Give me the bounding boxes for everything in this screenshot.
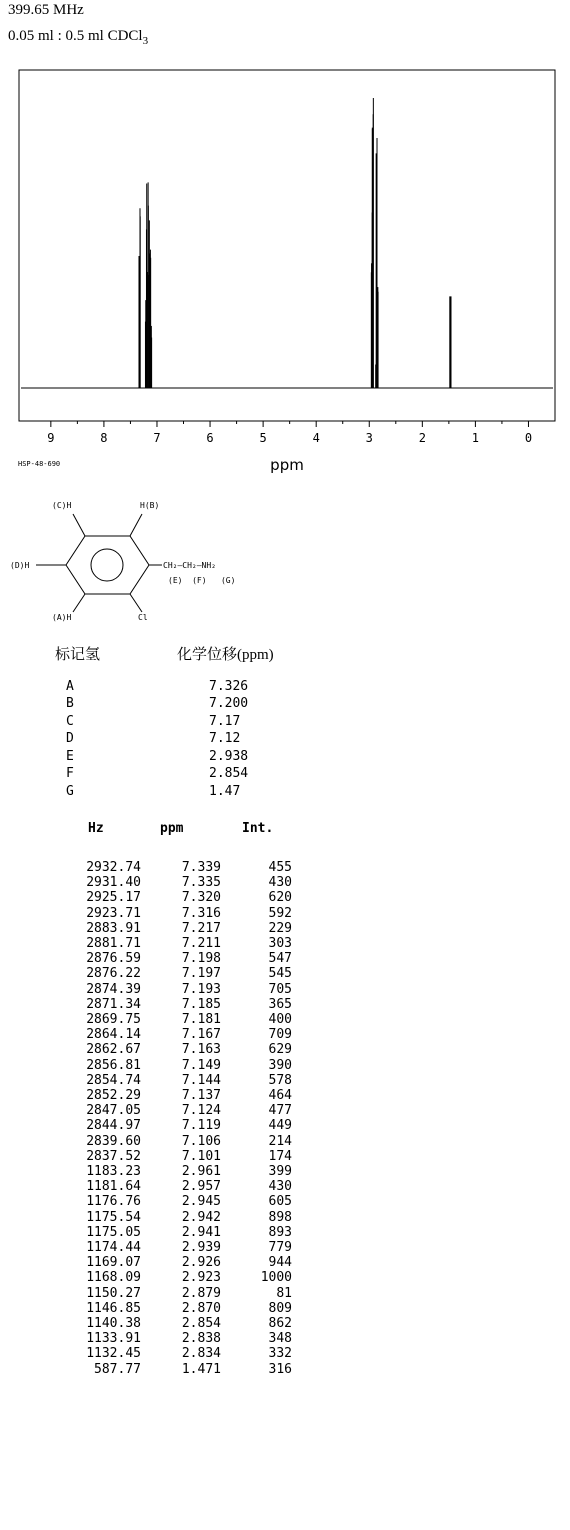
x-tick-label: 3	[365, 431, 373, 445]
peak-ppm: 7.339	[181, 860, 221, 875]
peak-int: 898	[268, 1209, 292, 1225]
peak-row	[0, 1286, 400, 1301]
peak-ppm: 7.197	[181, 966, 221, 982]
peak-hz: 1146.85	[86, 1300, 141, 1316]
peak-int: 605	[268, 1194, 292, 1210]
peak-row	[0, 966, 400, 981]
label-chain-positions: (E) (F) (G)	[168, 576, 236, 585]
x-tick-label: 2	[418, 431, 426, 445]
peak-row	[0, 1301, 400, 1316]
peak-ppm: 7.320	[181, 890, 221, 906]
peak-hz: 2883.91	[86, 920, 141, 936]
peak-int: 348	[268, 1331, 292, 1347]
peak-row	[0, 860, 400, 875]
x-tick-label: 8	[100, 431, 108, 445]
peak-hz: 2864.14	[86, 1027, 141, 1043]
peak-ppm: 2.838	[181, 1331, 221, 1347]
label-h-d: (D)H	[10, 561, 30, 570]
bond-ch-b	[130, 514, 142, 536]
peak-int: 620	[268, 890, 292, 906]
molecule-structure	[0, 490, 300, 625]
bond-ch-c	[73, 514, 85, 536]
peak-ppm: 2.870	[181, 1300, 221, 1316]
peak-row	[0, 1362, 400, 1377]
header-ppm: ppm	[160, 821, 184, 836]
x-tick-label: 7	[153, 431, 161, 445]
peak-int: 705	[268, 981, 292, 997]
peak-row	[0, 1270, 400, 1285]
label-chain: CH₂—CH₂—NH₂	[163, 561, 216, 570]
peak-hz: 2871.34	[86, 996, 141, 1012]
peak-int: 944	[268, 1255, 292, 1271]
assignment-row	[0, 679, 400, 696]
peak-ppm: 7.185	[181, 996, 221, 1012]
peak-int: 862	[268, 1316, 292, 1331]
peak-int: 303	[268, 936, 292, 951]
bond-c-cl	[130, 594, 142, 612]
peak-int: 430	[268, 875, 292, 891]
peak-int: 779	[268, 1240, 292, 1255]
assignment-row	[0, 714, 400, 731]
label-h-a: (A)H	[52, 613, 72, 622]
peak-ppm: 7.211	[181, 936, 221, 951]
aromatic-circle	[91, 549, 123, 581]
assignment-label: E	[66, 749, 74, 764]
peak-ppm: 2.942	[181, 1209, 221, 1225]
peak-int: 399	[268, 1164, 292, 1179]
peak-int: 365	[268, 996, 292, 1012]
peak-int: 477	[268, 1103, 292, 1119]
sample-text: 0.05 ml : 0.5 ml CDCl	[8, 28, 143, 44]
peak-int: 592	[268, 905, 292, 921]
peak-hz: 1140.38	[86, 1316, 141, 1331]
peak-ppm: 2.957	[181, 1179, 221, 1195]
peak-row	[0, 1042, 400, 1057]
col-shift-header: 化学位移(ppm)	[177, 647, 274, 663]
peak-hz: 2862.67	[86, 1042, 141, 1058]
x-axis-ticks	[47, 421, 532, 445]
peak-int: 809	[268, 1300, 292, 1316]
label-h-b: H(B)	[140, 501, 160, 510]
peak-row	[0, 1149, 400, 1164]
peak-hz: 2844.97	[86, 1118, 141, 1134]
assignment-label: A	[66, 679, 74, 694]
peak-hz: 2837.52	[86, 1148, 141, 1164]
peak-ppm: 7.198	[181, 951, 221, 967]
peak-ppm: 7.124	[181, 1103, 221, 1119]
peak-row	[0, 921, 400, 936]
peak-hz: 1133.91	[86, 1331, 141, 1347]
peak-ppm: 7.149	[181, 1057, 221, 1073]
peak-hz: 2931.40	[86, 875, 141, 891]
peak-row	[0, 1255, 400, 1270]
assignment-label: F	[66, 766, 74, 781]
sample-subscript: 3	[142, 35, 149, 47]
peak-hz: 1169.07	[86, 1255, 141, 1271]
peak-ppm: 7.137	[181, 1088, 221, 1103]
peak-int: 174	[268, 1148, 292, 1164]
x-tick-label: 6	[206, 431, 214, 445]
x-tick-label: 1	[471, 431, 480, 445]
peak-int: 1000	[260, 1270, 292, 1286]
peak-row	[0, 1134, 400, 1149]
peak-ppm: 7.316	[181, 905, 221, 921]
header-hz: Hz	[88, 821, 104, 836]
peak-row	[0, 1194, 400, 1209]
peak-ppm: 2.923	[181, 1270, 221, 1286]
x-tick-label: 0	[524, 431, 533, 445]
peak-row	[0, 1316, 400, 1331]
peak-row	[0, 1103, 400, 1118]
x-tick-label: 9	[47, 431, 55, 445]
peak-row	[0, 1058, 400, 1073]
peak-hz: 2847.05	[86, 1103, 141, 1119]
peak-ppm: 2.834	[181, 1346, 221, 1362]
peak-row	[0, 997, 400, 1012]
peak-hz: 2839.60	[86, 1133, 141, 1149]
header-int: Int.	[242, 821, 274, 836]
peak-row	[0, 1088, 400, 1103]
peak-hz: 1174.44	[86, 1240, 141, 1255]
peak-ppm: 2.879	[181, 1285, 221, 1301]
peak-int: 578	[268, 1072, 292, 1088]
peak-hz: 2856.81	[86, 1057, 141, 1073]
assignment-row	[0, 731, 400, 748]
peak-hz: 1132.45	[86, 1346, 141, 1362]
peak-row	[0, 1164, 400, 1179]
spectrometer-frequency: 399.65 MHz	[8, 2, 84, 18]
peak-hz: 1183.23	[86, 1164, 141, 1179]
peak-ppm: 2.941	[181, 1224, 221, 1240]
peak-ppm: 7.181	[181, 1012, 221, 1027]
peak-int: 709	[268, 1027, 292, 1043]
peak-hz: 1181.64	[86, 1179, 141, 1195]
assignment-label: G	[66, 784, 74, 799]
peak-hz: 1175.05	[86, 1224, 141, 1240]
peak-int: 545	[268, 966, 292, 982]
peak-int: 430	[268, 1179, 292, 1195]
assignment-label: B	[66, 696, 74, 711]
peak-ppm: 7.217	[181, 920, 221, 936]
assignment-row	[0, 696, 400, 713]
spectrum-marks	[21, 98, 553, 388]
assignment-label: D	[66, 731, 74, 746]
bond-ch-a	[73, 594, 85, 612]
peak-ppm: 7.106	[181, 1133, 221, 1149]
peak-row	[0, 890, 400, 905]
peak-row	[0, 1073, 400, 1088]
peak-int: 390	[268, 1057, 292, 1073]
label-h-c: (C)H	[52, 501, 72, 510]
peak-ppm: 7.335	[181, 875, 221, 891]
assignment-label: C	[66, 714, 74, 729]
peak-int: 332	[268, 1346, 292, 1362]
peak-ppm: 7.144	[181, 1072, 221, 1088]
assignment-row	[0, 766, 400, 783]
peak-ppm: 2.854	[181, 1316, 221, 1331]
peak-row	[0, 1331, 400, 1346]
peak-int: 893	[268, 1224, 292, 1240]
peak-row	[0, 982, 400, 997]
peak-ppm: 2.961	[181, 1164, 221, 1179]
peak-row	[0, 1240, 400, 1255]
assignment-shift: 2.938	[209, 749, 249, 764]
peak-int: 400	[268, 1012, 292, 1027]
spectrum-code: HSP-48-690	[18, 460, 61, 468]
assignment-shift: 7.326	[209, 679, 249, 694]
peak-row	[0, 906, 400, 921]
x-tick-label: 5	[259, 431, 267, 445]
assignment-shift: 7.200	[209, 696, 249, 711]
assignment-row	[0, 784, 400, 801]
peak-row	[0, 1027, 400, 1042]
peak-ppm: 7.193	[181, 981, 221, 997]
peak-int: 455	[268, 860, 292, 875]
peak-hz: 2876.22	[86, 966, 141, 982]
peak-hz: 1168.09	[86, 1270, 141, 1286]
peak-ppm: 7.101	[181, 1148, 221, 1164]
peak-int: 81	[276, 1285, 292, 1301]
peak-row	[0, 1118, 400, 1133]
peak-ppm: 1.471	[181, 1361, 221, 1377]
assignment-shift: 1.47	[209, 784, 241, 799]
peak-hz: 2881.71	[86, 936, 141, 951]
peak-int: 449	[268, 1118, 292, 1134]
peak-hz: 2925.17	[86, 890, 141, 906]
peak-row	[0, 1012, 400, 1027]
peak-hz: 2876.59	[86, 951, 141, 967]
x-axis-label: ppm	[270, 456, 304, 474]
peak-hz: 2923.71	[86, 905, 141, 921]
peak-hz: 1175.54	[86, 1209, 141, 1225]
assignment-shift: 7.12	[209, 731, 241, 746]
peak-hz: 1150.27	[86, 1285, 141, 1301]
benzene-ring	[66, 536, 149, 594]
x-tick-label: 4	[312, 431, 320, 445]
peak-hz: 2869.75	[86, 1012, 141, 1027]
peak-hz: 2852.29	[86, 1088, 141, 1103]
peak-row	[0, 875, 400, 890]
peak-ppm: 7.119	[181, 1118, 221, 1134]
peak-row	[0, 1210, 400, 1225]
label-cl: Cl	[138, 613, 148, 622]
assignment-shift: 2.854	[209, 766, 249, 781]
peak-hz: 587.77	[94, 1361, 141, 1377]
peak-hz: 2854.74	[86, 1072, 141, 1088]
peak-int: 464	[268, 1088, 292, 1103]
peak-ppm: 7.167	[181, 1027, 221, 1043]
assignment-row	[0, 749, 400, 766]
peak-hz: 2932.74	[86, 860, 141, 875]
peak-ppm: 2.926	[181, 1255, 221, 1271]
peak-int: 214	[268, 1133, 292, 1149]
col-label-header: 标记氢	[55, 647, 101, 663]
peak-hz: 2874.39	[86, 981, 141, 997]
peak-int: 316	[268, 1361, 292, 1377]
peak-row	[0, 936, 400, 951]
sample-description	[8, 28, 148, 47]
peak-int: 547	[268, 951, 292, 967]
peak-row	[0, 1346, 400, 1361]
peak-row	[0, 1179, 400, 1194]
peak-row	[0, 1225, 400, 1240]
peak-ppm: 2.945	[181, 1194, 221, 1210]
peak-ppm: 2.939	[181, 1240, 221, 1255]
plot-frame	[19, 70, 555, 421]
peak-ppm: 7.163	[181, 1042, 221, 1058]
peak-int: 629	[268, 1042, 292, 1058]
assignment-shift: 7.17	[209, 714, 241, 729]
peak-int: 229	[268, 920, 292, 936]
peak-hz: 1176.76	[86, 1194, 141, 1210]
peak-row	[0, 951, 400, 966]
